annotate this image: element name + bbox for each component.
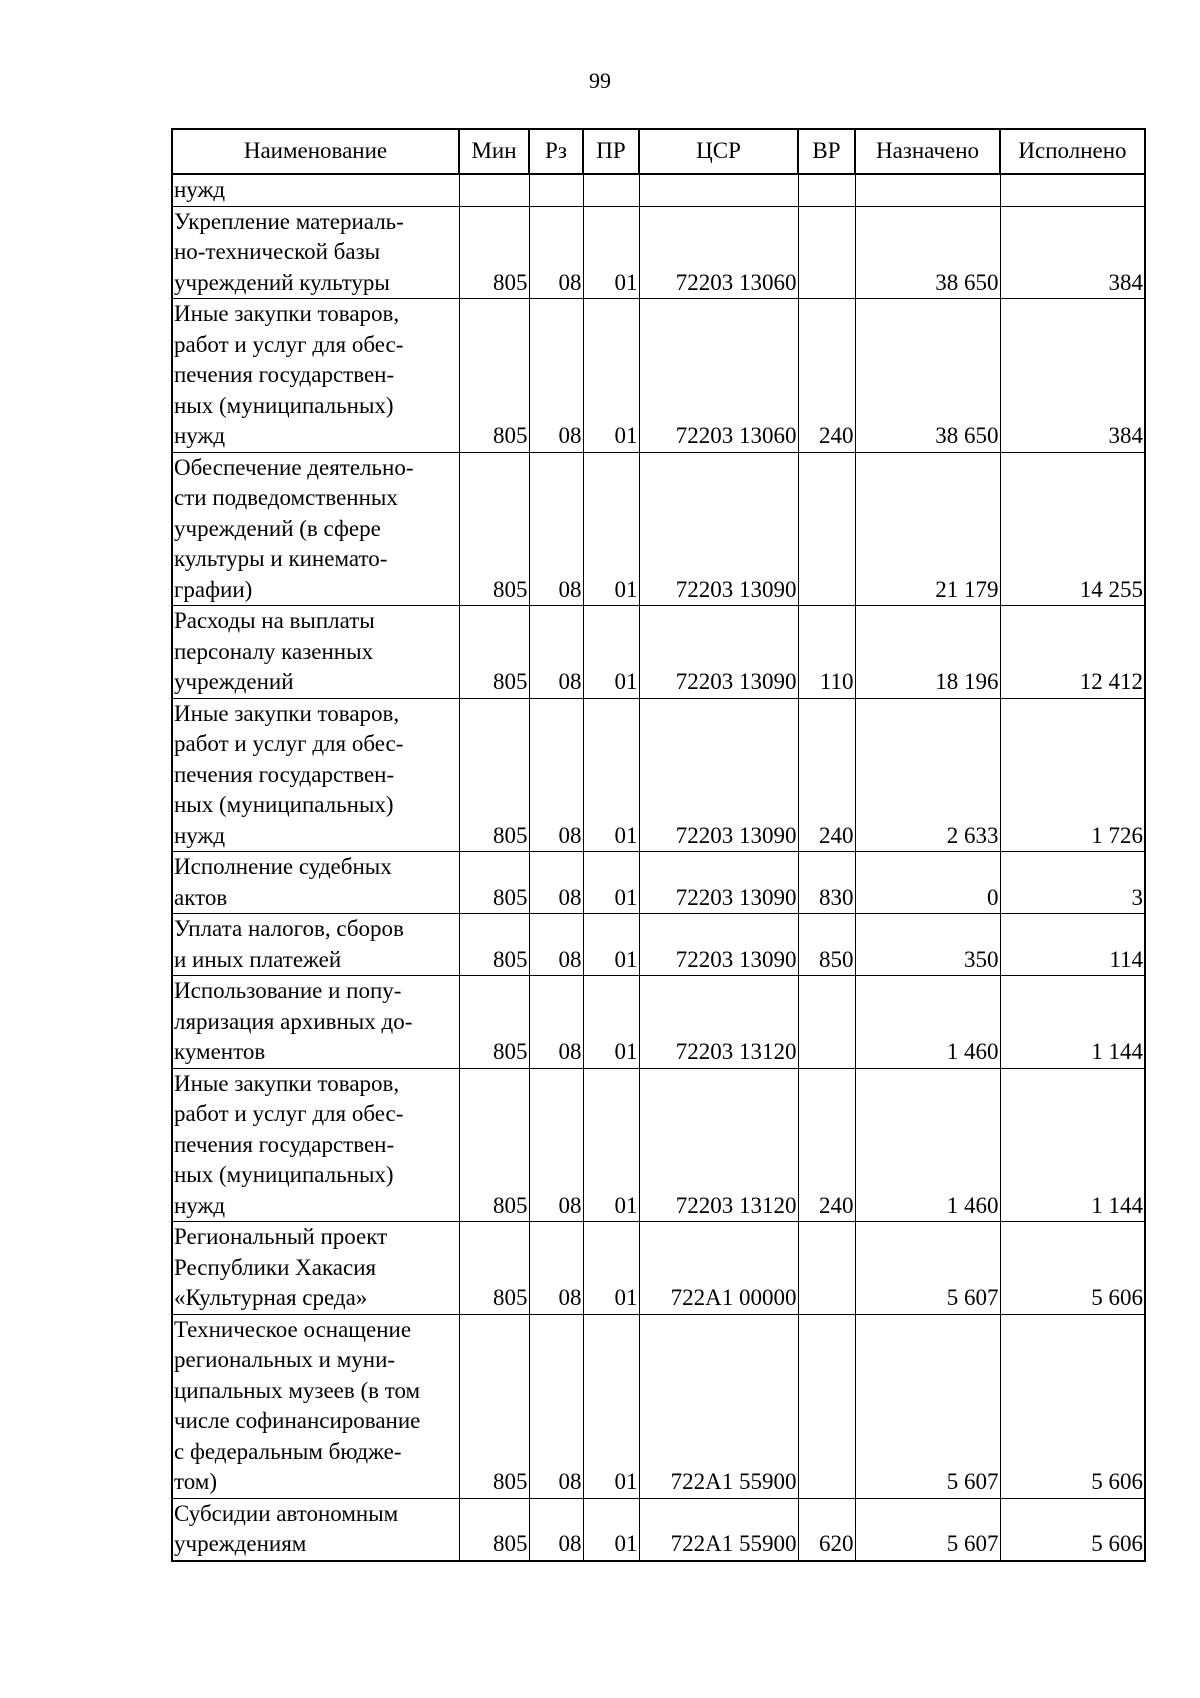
header-row [172, 129, 1145, 174]
cell-name-line: работ и услуг для обес- [174, 731, 404, 756]
cell-vr: 830 [798, 852, 855, 914]
cell-name-line: печения государствен- [174, 1131, 395, 1157]
cell-naznacheno [855, 174, 1000, 206]
table-row [172, 606, 1145, 699]
cell-ispolneno: 114 [1000, 914, 1145, 976]
cell-ispolneno: 5 606 [1000, 1498, 1145, 1561]
cell-vr: 110 [798, 606, 855, 699]
cell-name-line: нужд [174, 177, 226, 202]
cell-csr: 72203 13060 [639, 206, 798, 299]
cell-pr: 01 [583, 299, 639, 453]
cell-name [172, 606, 459, 699]
cell-rz [529, 174, 583, 206]
cell-ispolneno [1000, 174, 1145, 206]
cell-naznacheno: 2 633 [855, 698, 1000, 852]
cell-name [172, 1222, 459, 1315]
cell-name-line: числе софинансирование [174, 1408, 421, 1433]
cell-name-line: Субсидии автономным [174, 1500, 399, 1526]
cell-ispolneno: 14 255 [1000, 452, 1145, 606]
cell-rz: 08 [529, 206, 583, 299]
cell-min [459, 174, 529, 206]
cell-naznacheno: 350 [855, 914, 1000, 976]
cell-naznacheno: 38 650 [855, 299, 1000, 453]
cell-ispolneno: 5 606 [1000, 1314, 1145, 1498]
cell-vr: 850 [798, 914, 855, 976]
cell-rz: 08 [529, 452, 583, 606]
cell-name-line: сти подведомственных [174, 485, 398, 510]
cell-rz: 08 [529, 299, 583, 453]
cell-min: 805 [459, 299, 529, 453]
cell-name-line: культуры и кинемато- [174, 546, 388, 571]
cell-vr: 620 [798, 1498, 855, 1561]
cell-csr: 722A1 00000 [639, 1222, 798, 1315]
cell-name-line: ципальных музеев (в том [174, 1377, 421, 1403]
cell-name-line: Иные закупки товаров, [174, 700, 400, 726]
cell-name-line: печения государствен- [174, 761, 395, 787]
cell-csr: 722A1 55900 [639, 1314, 798, 1498]
cell-name [172, 1498, 459, 1561]
table-row [172, 976, 1145, 1069]
table-row [172, 1498, 1145, 1561]
cell-name [172, 1068, 459, 1222]
cell-name-line: Уплата налогов, сборов [174, 916, 404, 941]
cell-name-line: ных (муниципальных) [174, 392, 394, 418]
header-ispolneno: Исполнено [1000, 129, 1145, 174]
cell-name-line: графии) [174, 576, 253, 602]
cell-name-line: нужд [174, 423, 226, 448]
cell-min: 805 [459, 852, 529, 914]
cell-min: 805 [459, 914, 529, 976]
cell-naznacheno: 5 607 [855, 1222, 1000, 1315]
cell-rz: 08 [529, 976, 583, 1069]
header-pr: ПР [583, 129, 639, 174]
header-min: Мин [459, 129, 529, 174]
table-header [172, 129, 1145, 174]
cell-name [172, 299, 459, 453]
cell-pr: 01 [583, 1222, 639, 1315]
cell-pr: 01 [583, 1068, 639, 1222]
cell-name-line: Иные закупки товаров, [174, 301, 400, 326]
cell-vr [798, 206, 855, 299]
cell-pr: 01 [583, 206, 639, 299]
cell-name [172, 852, 459, 914]
cell-ispolneno: 12 412 [1000, 606, 1145, 699]
cell-ispolneno: 1 726 [1000, 698, 1145, 852]
cell-name-line: нужд [174, 1192, 226, 1218]
cell-csr: 72203 13120 [639, 1068, 798, 1222]
header-name: Наименование [172, 129, 459, 174]
cell-name [172, 914, 459, 976]
cell-rz: 08 [529, 606, 583, 699]
cell-name-line: печения государствен- [174, 362, 395, 387]
cell-vr: 240 [798, 698, 855, 852]
table-row [172, 299, 1145, 453]
cell-vr [798, 976, 855, 1069]
cell-ispolneno: 384 [1000, 299, 1145, 453]
cell-name-line: и иных платежей [174, 946, 342, 972]
cell-name [172, 1314, 459, 1498]
cell-name-line: Обеспечение деятельно- [174, 454, 414, 480]
cell-csr: 722A1 55900 [639, 1498, 798, 1561]
cell-name-line: Республики Хакасия [174, 1254, 377, 1280]
cell-name-line: учреждениям [174, 1531, 307, 1556]
cell-vr [798, 1314, 855, 1498]
cell-name-line: актов [174, 884, 228, 910]
cell-ispolneno: 3 [1000, 852, 1145, 914]
cell-ispolneno: 384 [1000, 206, 1145, 299]
cell-rz: 08 [529, 1314, 583, 1498]
cell-name-line: Использование и попу- [174, 978, 402, 1003]
cell-rz: 08 [529, 1498, 583, 1561]
cell-name-line: учреждений культуры [174, 269, 390, 295]
cell-min: 805 [459, 1222, 529, 1315]
cell-name-line: персоналу казенных [174, 638, 374, 664]
cell-min: 805 [459, 452, 529, 606]
cell-pr: 01 [583, 452, 639, 606]
cell-name-line: ляризация архивных до- [174, 1008, 413, 1034]
page-number: 99 [589, 68, 611, 93]
cell-ispolneno: 1 144 [1000, 976, 1145, 1069]
cell-vr [798, 452, 855, 606]
cell-pr: 01 [583, 914, 639, 976]
cell-naznacheno: 5 607 [855, 1314, 1000, 1498]
cell-csr: 72203 13120 [639, 976, 798, 1069]
cell-name-line: Иные закупки товаров, [174, 1070, 400, 1096]
cell-name-line: Региональный проект [174, 1224, 388, 1249]
header-csr: ЦСР [639, 129, 798, 174]
cell-name-line: работ и услуг для обес- [174, 331, 404, 357]
cell-name [172, 452, 459, 606]
cell-name [172, 206, 459, 299]
table-row [172, 1314, 1145, 1498]
cell-pr: 01 [583, 1498, 639, 1561]
cell-min: 805 [459, 206, 529, 299]
cell-pr: 01 [583, 1314, 639, 1498]
cell-ispolneno: 5 606 [1000, 1222, 1145, 1315]
cell-rz: 08 [529, 852, 583, 914]
cell-naznacheno: 0 [855, 852, 1000, 914]
cell-rz: 08 [529, 1068, 583, 1222]
cell-naznacheno: 18 196 [855, 606, 1000, 699]
table-row [172, 174, 1145, 206]
header-rz: Рз [529, 129, 583, 174]
cell-name-line: с федеральным бюдже- [174, 1438, 402, 1464]
cell-rz: 08 [529, 1222, 583, 1315]
table-row [172, 1222, 1145, 1315]
table-row [172, 206, 1145, 299]
cell-name-line: учреждений [174, 669, 294, 694]
cell-pr: 01 [583, 976, 639, 1069]
cell-name-line: Расходы на выплаты [174, 608, 375, 633]
cell-min: 805 [459, 1068, 529, 1222]
table-row [172, 698, 1145, 852]
table-row [172, 452, 1145, 606]
cell-naznacheno: 21 179 [855, 452, 1000, 606]
cell-name [172, 976, 459, 1069]
cell-pr: 01 [583, 852, 639, 914]
cell-name-line: Исполнение судебных [174, 854, 392, 879]
table-row [172, 852, 1145, 914]
cell-name-line: Укрепление материаль- [174, 208, 404, 234]
cell-name-line: учреждений (в сфере [174, 515, 381, 541]
cell-naznacheno: 5 607 [855, 1498, 1000, 1561]
cell-vr: 240 [798, 299, 855, 453]
cell-name [172, 698, 459, 852]
cell-name-line: региональных и муни- [174, 1347, 396, 1372]
cell-pr: 01 [583, 698, 639, 852]
cell-vr: 240 [798, 1068, 855, 1222]
cell-name [172, 174, 459, 206]
cell-csr: 72203 13090 [639, 452, 798, 606]
cell-csr [639, 174, 798, 206]
cell-name-line: нужд [174, 822, 226, 848]
cell-vr [798, 1222, 855, 1315]
table-row [172, 1068, 1145, 1222]
cell-pr [583, 174, 639, 206]
cell-csr: 72203 13060 [639, 299, 798, 453]
cell-name-line: Техническое оснащение [174, 1316, 412, 1342]
budget-table [171, 128, 1146, 1562]
cell-naznacheno: 1 460 [855, 1068, 1000, 1222]
cell-name-line: ных (муниципальных) [174, 792, 394, 817]
cell-rz: 08 [529, 914, 583, 976]
header-naznacheno: Назначено [855, 129, 1000, 174]
cell-name-line: «Культурная среда» [174, 1285, 368, 1310]
cell-min: 805 [459, 976, 529, 1069]
header-vr: ВР [798, 129, 855, 174]
cell-min: 805 [459, 698, 529, 852]
table-row [172, 914, 1145, 976]
cell-name-line: ных (муниципальных) [174, 1162, 394, 1187]
cell-naznacheno: 38 650 [855, 206, 1000, 299]
cell-rz: 08 [529, 698, 583, 852]
cell-name-line: кументов [174, 1039, 266, 1064]
cell-min: 805 [459, 1314, 529, 1498]
cell-csr: 72203 13090 [639, 698, 798, 852]
cell-vr [798, 174, 855, 206]
table-body [172, 174, 1145, 1561]
cell-ispolneno: 1 144 [1000, 1068, 1145, 1222]
cell-csr: 72203 13090 [639, 606, 798, 699]
cell-name-line: но-технической базы [174, 239, 381, 264]
cell-name-line: работ и услуг для обес- [174, 1101, 404, 1126]
cell-min: 805 [459, 606, 529, 699]
cell-csr: 72203 13090 [639, 852, 798, 914]
cell-pr: 01 [583, 606, 639, 699]
cell-csr: 72203 13090 [639, 914, 798, 976]
cell-name-line: том) [174, 1469, 218, 1494]
cell-min: 805 [459, 1498, 529, 1561]
cell-naznacheno: 1 460 [855, 976, 1000, 1069]
